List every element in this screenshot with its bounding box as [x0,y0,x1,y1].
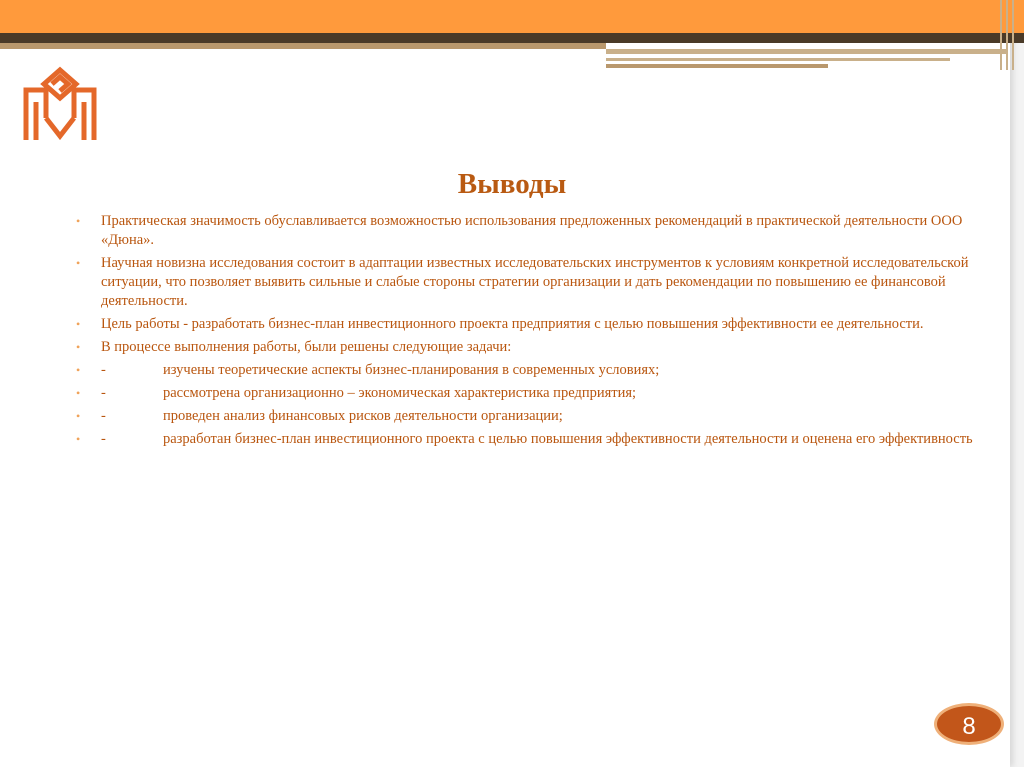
list-item: • Цель работы - разработать бизнес-план инвестиционного проекта предприятия с целью повышения эффективности ее деятельности. [76,316,924,332]
bullet-icon: • [76,256,81,270]
bullet-icon: • [76,432,81,446]
bullet-icon: • [76,317,81,331]
bullet-icon: • [76,386,81,400]
task-item: • - проведен анализ финансовых рисков деятельности организации; [76,408,563,424]
bullet-icon: • [76,214,81,228]
slide-title: Выводы [457,168,567,200]
bullet-list [76,212,976,453]
header-stripe [606,49,1006,54]
list-item: • Научная новизна исследования состоит в адаптации известных исследовательских инструментов к условиям конкретной исследовательской ситуации, что позволяет выявить сильные и слабые стороны стратегии организации и дать рекомендации по повышению ее финансовой деятельности. [76,255,969,309]
company-logo-icon [20,60,100,144]
bullet-icon: • [76,363,81,377]
header-orange-bar [0,0,1024,33]
task-item: • - разработан бизнес-план инвестиционного проекта с целью повышения эффективности деятельности и оценена его эффективность [76,431,973,447]
bullet-icon: • [76,340,81,354]
bullet-icon: • [76,409,81,423]
task-item: • - изучены теоретические аспекты бизнес-планирования в современных условиях; [76,362,660,378]
edge-line [1012,0,1014,70]
list-item: • Практическая значимость обуславливается возможностью использования предложенных рекомендаций в практической деятельности ООО «Дюна». [76,213,963,248]
header-stripe [606,58,950,61]
header-tan-bar [0,43,606,49]
task-item: • - рассмотрена организационно – экономическая характеристика предприятия; [76,385,637,401]
header-dark-bar [0,33,1024,43]
header-stripe [606,64,828,68]
edge-decoration [996,0,1016,70]
list-item: • В процессе выполнения работы, были решены следующие задачи: [76,339,512,355]
edge-line [1006,0,1008,70]
edge-line [1000,0,1002,70]
page-number-badge: 8 [934,703,1004,745]
